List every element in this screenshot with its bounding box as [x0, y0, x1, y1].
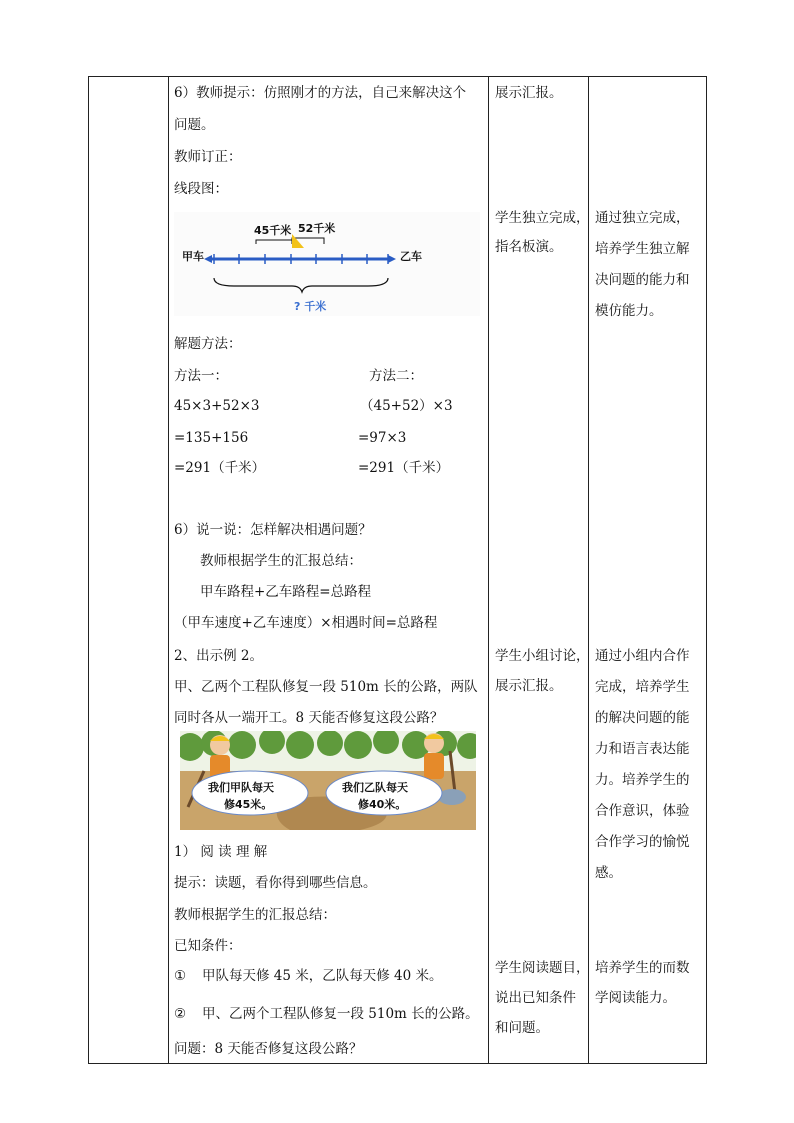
teacher-hint-6: 6）教师提示：仿照刚才的方法，自己来解决这个 [174, 85, 467, 101]
summary-intro: 教师根据学生的汇报总结： [200, 553, 362, 569]
problem-text-line1: 甲、乙两个工程队修复一段 510m 长的公路，两队 [174, 679, 478, 695]
teacher-hint-6-cont: 问题。 [174, 117, 215, 133]
reading-hint: 提示：读题，看你得到哪些信息。 [174, 875, 377, 891]
workers-illustration [180, 731, 476, 830]
speech-bubble-a [192, 771, 308, 815]
method2-line: （45+52）×3 [360, 398, 453, 414]
purpose-1-line: 决问题的能力和 [595, 272, 690, 288]
known-condition-2-number: ② [174, 1006, 187, 1022]
method2-title: 方法二： [369, 368, 423, 384]
known-condition-1: 甲队每天修 45 米，乙队每天修 40 米。 [202, 968, 443, 984]
known-condition-2: 甲、乙两个工程队修复一段 510m 长的公路。 [202, 1006, 479, 1022]
student-group-line1: 学生小组讨论， [495, 648, 590, 664]
purpose-2-line: 合作意识，体验 [595, 803, 690, 819]
student-report: 展示汇报。 [495, 85, 563, 101]
purpose-2-line: 力。培养学生的 [595, 772, 690, 788]
purpose-2-line: 通过小组内合作 [595, 648, 690, 664]
reading-comprehension-title: 1） 阅 读 理 解 [174, 844, 268, 860]
method2-line: =97×3 [358, 430, 407, 446]
line-diagram-label: 线段图： [174, 181, 228, 197]
method1-line: =291（千米） [174, 460, 266, 476]
bubble-b-line2: 修40米。 [358, 798, 407, 811]
method-title: 解题方法： [174, 336, 242, 352]
student-read-line3: 和问题。 [495, 1020, 549, 1036]
purpose-2-line: 完成，培养学生 [595, 679, 690, 695]
total-distance-label: ? 千米 [294, 300, 327, 313]
purpose-3-line: 培养学生的而数 [595, 960, 690, 976]
formula-speed: （甲车速度+乙车速度）×相遇时间=总路程 [174, 615, 438, 631]
bubble-a-line2: 修45米。 [224, 798, 273, 811]
known-condition-1-number: ① [174, 968, 187, 984]
summary-intro-2: 教师根据学生的汇报总结： [174, 907, 336, 923]
purpose-1-line: 培养学生独立解 [595, 241, 690, 257]
student-group-line2: 展示汇报。 [495, 678, 563, 694]
known-conditions-title: 已知条件： [174, 938, 242, 954]
student-independent-line1: 学生独立完成， [495, 210, 590, 226]
segment-line [204, 254, 396, 264]
method1-line: 45×3+52×3 [174, 398, 260, 414]
total-brace [214, 278, 388, 292]
bubble-a-line1: 我们甲队每天 [208, 781, 274, 794]
formula-distance: 甲车路程+乙车路程=总路程 [200, 584, 372, 600]
say-question: 6）说一说：怎样解决相遇问题？ [174, 522, 372, 538]
bubble-b-line1: 我们乙队每天 [342, 781, 408, 794]
student-read-line1: 学生阅读题目， [495, 960, 590, 976]
student-independent-line2: 指名板演。 [495, 239, 563, 255]
purpose-2-line: 力和语言表达能 [595, 741, 690, 757]
purpose-2-line: 感。 [595, 865, 622, 881]
student-read-line2: 说出已知条件 [495, 990, 576, 1006]
purpose-2-line: 合作学习的愉悦 [595, 834, 690, 850]
problem-text-line2: 同时各从一端开工。8 天能否修复这段公路？ [174, 710, 444, 726]
column-divider-1 [168, 77, 169, 1063]
purpose-2-line: 的解决问题的能 [595, 710, 690, 726]
question-text: 问题：8 天能否修复这段公路？ [174, 1041, 363, 1057]
method1-title: 方法一： [174, 368, 228, 384]
speed-a-label: 45千米 [254, 224, 292, 237]
example-2-heading: 2、出示例 2。 [174, 648, 263, 664]
teacher-correction: 教师订正： [174, 149, 242, 165]
method2-line: =291（千米） [358, 460, 450, 476]
speech-bubble-b [326, 771, 442, 815]
purpose-1-line: 模仿能力。 [595, 303, 663, 319]
purpose-3-line: 学阅读能力。 [595, 990, 676, 1006]
method1-line: =135+156 [174, 430, 249, 446]
car-b-label: 乙车 [400, 250, 422, 263]
car-a-label: 甲车 [182, 250, 204, 263]
purpose-1-line: 通过独立完成， [595, 210, 690, 226]
column-divider-2 [488, 77, 489, 1063]
flag-icon [292, 234, 304, 248]
line-segment-diagram [174, 212, 480, 316]
speed-b-label: 52千米 [298, 222, 336, 235]
